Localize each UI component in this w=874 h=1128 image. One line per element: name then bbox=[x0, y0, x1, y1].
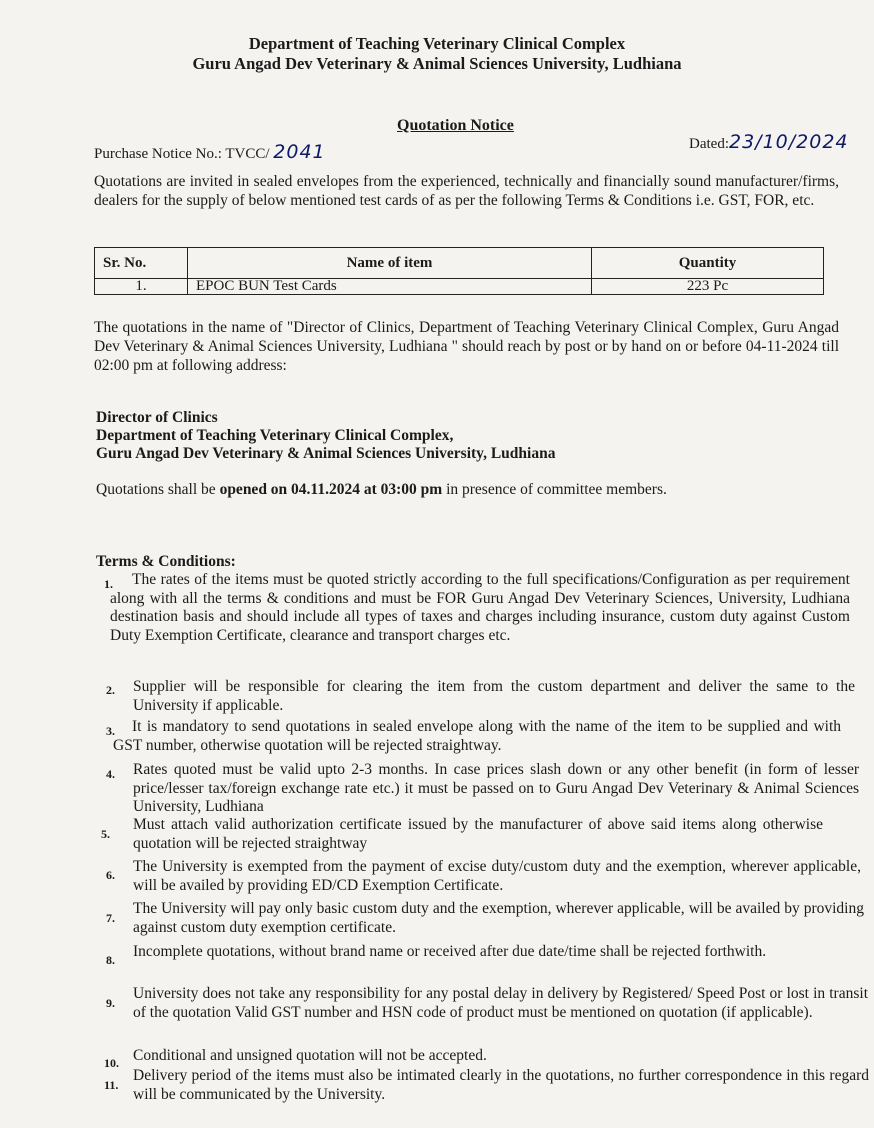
term-number: 1. bbox=[104, 577, 113, 591]
row-item-name: EPOC BUN Test Cards bbox=[188, 279, 592, 295]
term-6-text: The University is exempted from the payment of excise duty/custom duty and the exemption, wherever applicable, will be availed by providing ED/CD Exemption Certificate. bbox=[133, 858, 861, 894]
row-srno: 1. bbox=[95, 279, 188, 295]
opening-date-time: opened on 04.11.2024 at 03:00 pm bbox=[219, 481, 443, 498]
term-3-text: It is mandatory to send quotations in sealed envelope along with the name of the item to be supplied and with GST number, otherwise quotation will be rejected straightway. bbox=[113, 718, 841, 754]
table-header-row bbox=[95, 248, 824, 279]
row-quantity: 223 Pc bbox=[592, 279, 824, 295]
table-row bbox=[95, 279, 824, 295]
term-5-text: Must attach valid authorization certificate issued by the manufacturer of above said items along otherwise quotation will be rejected straightway bbox=[133, 816, 823, 852]
address-line-3: Guru Angad Dev Veterinary & Animal Sciences University, Ludhiana bbox=[96, 445, 556, 462]
university-heading: Guru Angad Dev Veterinary & Animal Sciences University, Ludhiana bbox=[192, 54, 682, 73]
term-1-text: The rates of the items must be quoted strictly according to the full specifications/Configuration as per requirement along with all the terms & conditions and must be FOR Guru Angad Dev Veterinary Sciences, University, Ludhiana destination basis and should include all types of taxes and charges including insurance, custom duty against Custom Duty Exemption Certificate, clearance and transport charges etc. bbox=[110, 571, 850, 644]
purchase-notice-number bbox=[94, 141, 326, 163]
dated-label: Dated: bbox=[689, 136, 729, 152]
term-number: 7. bbox=[106, 911, 115, 925]
opening-statement bbox=[96, 481, 667, 499]
term-8-text: Incomplete quotations, without brand name or received after due date/time shall be rejected forthwith. bbox=[133, 943, 767, 960]
term-7-text: The University will pay only basic custom duty and the exemption, wherever applicable, will be availed by providing against custom duty exemption certificate. bbox=[133, 900, 864, 936]
term-number: 2. bbox=[106, 683, 115, 697]
term-number: 8. bbox=[106, 953, 115, 967]
term-number: 11. bbox=[104, 1078, 119, 1092]
term-number: 10. bbox=[104, 1056, 119, 1070]
term-number: 6. bbox=[106, 868, 115, 882]
term-11-text: Delivery period of the items must also be intimated clearly in the quotations, no further correspondence in this regard will be communicated by the University. bbox=[133, 1067, 869, 1103]
term-number: 4. bbox=[106, 767, 115, 781]
notice-date bbox=[689, 131, 849, 153]
items-table bbox=[94, 247, 824, 295]
term-number: 3. bbox=[106, 724, 115, 738]
intro-paragraph: Quotations are invited in sealed envelopes from the experienced, technically and financially sound manufacturer/firms, dealers for the supply of below mentioned test cards of as per the following Terms & Conditions i.e. GST, FOR, etc. bbox=[94, 173, 839, 209]
terms-title: Terms & Conditions: bbox=[96, 553, 236, 570]
notice-title: Quotation Notice bbox=[397, 117, 514, 134]
opening-suffix: in presence of committee members. bbox=[442, 481, 667, 498]
term-number: 9. bbox=[106, 996, 115, 1010]
purchase-notice-label: Purchase Notice No.: TVCC/ bbox=[94, 146, 270, 162]
table-header-srno: Sr. No. bbox=[95, 248, 188, 279]
address-line-1: Director of Clinics bbox=[96, 409, 218, 426]
term-9-text: University does not take any responsibility for any postal delay in delivery by Registered/ Speed Post or lost in transit of the quotation Valid GST number and HSN code of product must be mentioned on quotation (if applicable). bbox=[133, 985, 868, 1021]
table-header-item: Name of item bbox=[188, 248, 592, 279]
address-line-2: Department of Teaching Veterinary Clinical Complex, bbox=[96, 427, 454, 444]
table-header-quantity: Quantity bbox=[592, 248, 824, 279]
term-4-text: Rates quoted must be valid upto 2-3 months. In case prices slash down or any other benefit (in form of lesser price/lesser tax/foreign exchange rate etc.) it must be passed on to Guru Angad Dev Veterinary & Animal Sciences University, Ludhiana bbox=[133, 761, 859, 815]
address-block bbox=[96, 409, 555, 463]
purchase-notice-handwritten-number: 2041 bbox=[273, 141, 326, 163]
term-10-text: Conditional and unsigned quotation will not be accepted. bbox=[133, 1047, 487, 1064]
submission-paragraph: The quotations in the name of "Director of Clinics, Department of Teaching Veterinary Clinical Complex, Guru Angad Dev Veterinary & Animal Sciences University, Ludhiana " should reach by post or by hand on or before 04-11-2024 till 02:00 pm at following address: bbox=[94, 319, 839, 374]
opening-prefix: Quotations shall be bbox=[96, 481, 220, 498]
department-heading: Department of Teaching Veterinary Clinical Complex bbox=[248, 34, 626, 53]
term-2-text: Supplier will be responsible for clearing the item from the custom department and deliver the same to the University if applicable. bbox=[133, 678, 855, 714]
term-number: 5. bbox=[101, 827, 110, 841]
dated-handwritten-value: 23/10/2024 bbox=[728, 131, 849, 153]
